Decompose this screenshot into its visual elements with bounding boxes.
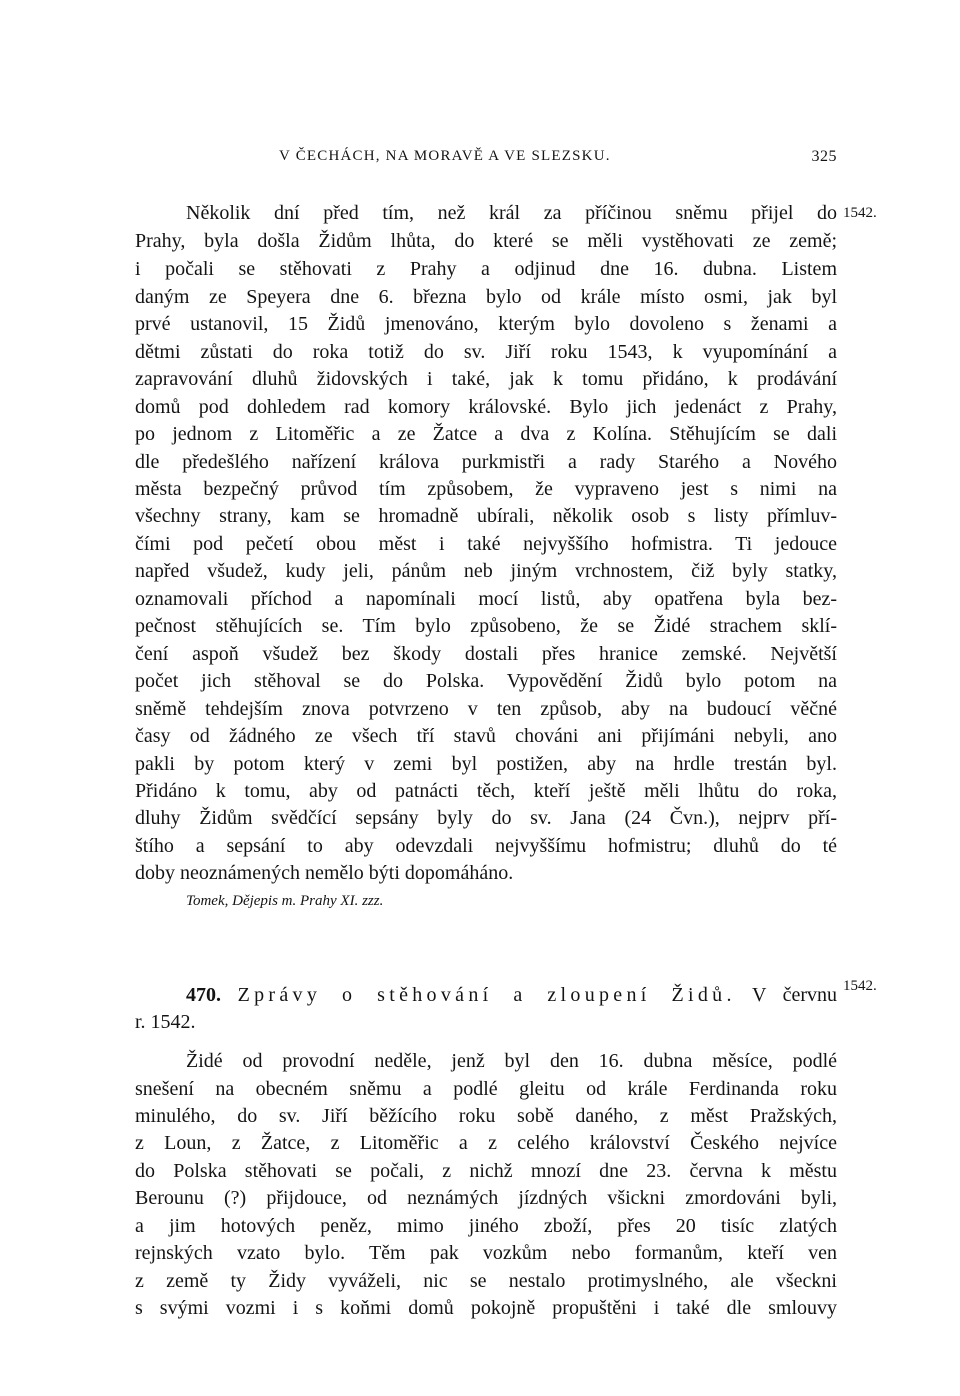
text-line: Přidáno k tomu, aby od patnácti těch, kteří ještě měli lhůtu do roka, [135,780,837,802]
margin-year-2: 1542. [843,978,877,994]
text-line: z Loun, z Žatce, z Litoměřic a z celého království Českého nejvíce [135,1132,837,1154]
text-line: dětmi zůstati do roka totiž do sv. Jiří roku 1543, k vyupomínání a [135,341,837,363]
text-line: rejnských vzato bylo. Těm pak vozkům nebo formanům, kteří ven [135,1242,837,1264]
text-line: čení aspoň všudež bez škody dostali přes hranice zemské. Největší [135,643,837,665]
text-line: pečnost stěhujících se. Tím bylo způsobeno, že se Židé strachem sklí- [135,615,837,637]
text-line: sněmě tehdejším znova potvrzeno v ten způsob, aby na budoucí věčné [135,698,837,720]
text-line: pakli by potom který v zemi byl postižen, aby na hrdle trestán byl. [135,753,837,775]
text-line: dluhy Židům svědčící sepsány byly do sv. Jana (24 Čvn.), nejprv pří- [135,807,837,829]
text-line: minulého, do sv. Jiří běžícího roku sobě daného, z měst Pražských, [135,1105,837,1127]
text-line: všechny strany, kam se hromadně ubírali, několik osob s listy přímluv- [135,505,837,527]
text-line: doby neoznámených nemělo býti dopomáháno. [135,862,514,884]
running-head-title: V ČECHÁCH, NA MORAVĚ A VE SLEZSKU. [279,148,611,164]
page-number: 325 [811,148,837,165]
section-title-tail: V červnu [751,984,838,1006]
text-line: prvé ustanovil, 15 Židů jmenováno, kterým bylo dovoleno s ženami a [135,313,837,335]
margin-year-1: 1542. [843,205,877,221]
text-line: počet jich stěhoval se do Polska. Vypovědění Židů bylo potom na [135,670,837,692]
text-line: po jednom z Litoměřic a ze Žatce a dva z Kolína. Stěhujícím se dali [135,423,837,445]
text-line: časy od žádného ze všech tří stavů chováni ani přijímáni nebyli, ano [135,725,837,747]
text-line: Berounu (?) přijdouce, od neznámých jízdných všickni zmordováni byli, [135,1187,837,1209]
text-line: z země ty Židy vyváželi, nic se nestalo protimyslného, ale všeckni [135,1270,837,1292]
section-heading [186,982,837,1009]
source-citation: Tomek, Dějepis m. Prahy XI. zzz. [186,893,384,909]
text-line: s svými vozmi i s koňmi domů pokojně propuštěni i také dle smlouvy [135,1297,837,1319]
text-line: daným ze Speyera dne 6. března bylo od krále místo osmi, jak byl [135,286,837,308]
text-line: Prahy, byla došla Židům lhůta, do které se měli vystěhovati ze země; [135,230,837,252]
text-line: do Polska stěhovati se počali, z nichž mnozí dne 23. června k městu [135,1160,837,1182]
text-line: a jim hotových peněz, mimo jiného zboží, přes 20 tisíc zlatých [135,1215,837,1237]
text-line: Židé od provodní neděle, jenž byl den 16. dubna měsíce, podlé [186,1050,837,1072]
text-line: čími pod pečetí obou měst i také nejvyššího hofmistra. Ti jedouce [135,533,837,555]
text-line: oznamovali příchod a napomínali mocí listů, aby opatřena byla bez- [135,588,837,610]
text-line: zapravování dluhů židovských i také, jak k tomu přidáno, k prodávání [135,368,837,390]
text-line: i počali se stěhovati z Prahy a odjinud dne 16. dubna. Listem [135,258,837,280]
text-line: napřed všudež, kudy jeli, pánům neb jiným vrchnostem, čiž byly statky, [135,560,837,582]
section-heading-line-2: r. 1542. [135,1011,196,1033]
section-number: 470. [186,984,221,1006]
text-line: štího a sepsání to aby odevzdali nejvyššímu hofmistru; dluhů do té [135,835,837,857]
text-line: dle předešlého nařízení králova purkmistři a rady Starého a Nového [135,451,837,473]
text-line: domů pod dohledem rad komory královské. Bylo jich jedenáct z Prahy, [135,396,837,418]
text-line: Několik dní před tím, než král za příčinou sněmu přijel do [186,202,837,224]
text-line: snešení na obecném sněmu a podlé gleitu od krále Ferdinanda roku [135,1078,837,1100]
text-line: města bezpečný průvod tím způsobem, že vypraveno jest s nimi na [135,478,837,500]
section-title: Zprávy o stěhování a zloupení Židů. [237,984,736,1006]
